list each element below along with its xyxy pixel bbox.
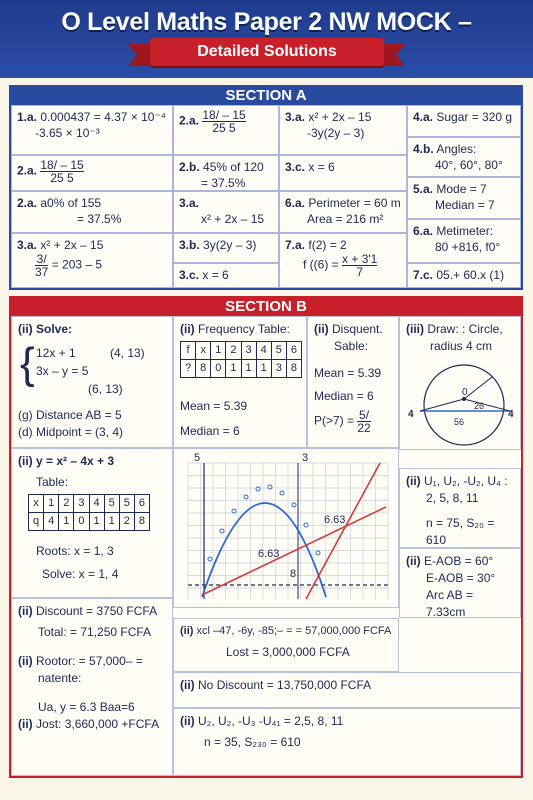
cost-block: (ii) xcl –47, -6y, -85;– = = 57,000,000 FCFA Lost = 3,000,000 FCFA — [173, 618, 399, 672]
circle-block: (iii) Draw: : Circle, radius 4 cm 0 4 4 26 56 — [399, 316, 521, 450]
data-point — [280, 491, 284, 495]
sequence-block-2: (ii) U₂, U₂, -U₃ -U₄₁ = 2,5, 8, 11 n = 35, S₂₃₀ = 610 — [173, 708, 521, 776]
center-label: 0 — [462, 387, 468, 398]
data-point — [244, 495, 248, 499]
answer-4b: 4.b. Angles: 40°, 60°, 80° — [407, 137, 521, 177]
answer-1a: 1.a. 0.000437 = 4.37 × 10⁻⁴ -3.65 × 10⁻³ — [11, 105, 173, 155]
data-point — [268, 485, 272, 489]
answer-4a: 4.a. Sugar = 320 g — [407, 105, 521, 137]
answer-3c-low: 3.c. x = 6 — [173, 263, 279, 288]
subtitle-ribbon: Detailed Solutions — [150, 38, 384, 66]
answer-2a-mid: 2.a. $\frac{18/ - 15}{25 5}$ — [11, 155, 173, 191]
answer-2a-low: 2.a. a0% of 155 = 37.5% — [11, 191, 173, 233]
radius-right — [464, 399, 510, 411]
answer-3c-top: 3.c. x = 6 — [279, 155, 407, 191]
quadratic-block: (ii) y = x² – 4x + 3 Table: x 1 2 3 4 5 5 6 q 4 1 0 1 1 2 8 Roots: x = 1, 3 Solve: x = 1, 4 — [11, 448, 173, 598]
circle-diagram — [406, 359, 516, 449]
data-point — [256, 487, 260, 491]
radius-left — [420, 399, 464, 411]
section-a — [9, 85, 523, 290]
label-intersection-1: 6.63 — [324, 514, 346, 526]
disquent-block: (ii) Disquent. Sable: Mean = 5.39 Median = 6 P(>7) = $\frac{5/}{22}$ — [307, 316, 399, 448]
data-point — [208, 557, 212, 561]
page-title: O Level Maths Paper 2 NW MOCK – — [61, 8, 472, 36]
red-line-1 — [202, 507, 386, 595]
answer-2b: 2.b. 45% of 120 = 37.5% — [173, 155, 279, 191]
left-label: 4 — [408, 409, 414, 420]
sequence-block-1: (ii) U₁, U₂, -U₂, U₄ : 2, 5, 8, 11 n = 75, S₂₀ = 610 — [399, 468, 521, 548]
inner-label-1: 26 — [474, 401, 485, 411]
radius-top — [464, 377, 492, 399]
label-intersection-2: 6.63 — [258, 548, 280, 560]
discount-block: (ii) Discount = 3750 FCFA Total: = 71,250 FCFA (ii) Rootor: = 57,000– = natente: Ua, y = 6.3 Baa=6 (ii) Jost: 3,660,000 +FCFA — [11, 598, 173, 776]
answer-5a: 5.a. Mode = 7 Median = 7 — [407, 177, 521, 219]
label-top-right: 3 — [302, 452, 309, 464]
table-row: f x 1 2 3 4 5 6 — [181, 342, 302, 360]
answer-3a-top: 3.a. x² + 2x – 15 -3y(2y – 3) — [279, 105, 407, 155]
label-bottom-mark: 8 — [290, 568, 297, 580]
answer-3a-mid: 3.a. x² + 2x – 15 — [173, 191, 279, 233]
quadratic-graph — [174, 449, 398, 607]
answer-7c: 7.c. 05.+ 60.x (1) — [407, 263, 521, 288]
solve-block: (ii) Solve: { 12x + 1 3x – y = 5 (4, 13) (6, 13) (g) Distance AB = 5 (d) Midpoint = (3, 4) — [11, 316, 173, 448]
red-line-2 — [306, 463, 380, 599]
equation-system: { 12x + 1 3x – y = 5 (4, 13) (6, 13) — [20, 339, 145, 396]
data-point — [232, 509, 236, 513]
frequency-block: (ii) Frequency Table: f x 1 2 3 4 5 6 ? 8 0 1 1 1 3 8 Mean = 5.39 Median = 6 — [173, 316, 307, 448]
data-point — [316, 551, 320, 555]
header-banner — [0, 0, 533, 78]
brace: { — [20, 339, 35, 388]
answer-6a: 6.a. Perimeter = 60 m Area = 216 m² — [279, 191, 407, 233]
answer-6a-low: 6.a. Metimeter: 80 +816, f0° — [407, 219, 521, 263]
table-row: q 4 1 0 1 1 2 8 — [29, 513, 150, 531]
data-point — [304, 523, 308, 527]
inner-label-2: 56 — [454, 417, 465, 427]
section-a-title: SECTION A — [11, 87, 521, 105]
section-b-title: SECTION B — [11, 298, 521, 316]
answer-7a: 7.a. f(2) = 2 f ((6) = $\frac{x + 3'1}{7}$ — [279, 233, 407, 288]
table-row: x 1 2 3 4 5 5 6 — [29, 495, 150, 513]
label-top-left: 5 — [194, 452, 201, 464]
data-point — [292, 503, 296, 507]
graph-block — [173, 448, 399, 608]
table-row: ? 8 0 1 1 1 3 8 — [181, 360, 302, 378]
answer-3a-low: 3.a. x² + 2x – 15 $\frac{3/}{37}$ = 203 – 5 — [11, 233, 173, 288]
answer-3b: 3.b. 3y(2y – 3) — [173, 233, 279, 263]
quadratic-table — [28, 494, 150, 531]
frequency-table — [180, 341, 302, 378]
answer-2a-top: 2.a. $\frac{18/ - 15}{25 5}$ — [173, 105, 279, 155]
angles-block: (ii) E-AOB = 60° E-AOB = 30° Arc AB = 7.33cm — [399, 548, 521, 618]
section-b — [9, 296, 523, 778]
right-label: 4 — [508, 409, 514, 420]
data-point — [220, 529, 224, 533]
no-discount-block: (ii) No Discount = 13,750,000 FCFA — [173, 672, 521, 708]
